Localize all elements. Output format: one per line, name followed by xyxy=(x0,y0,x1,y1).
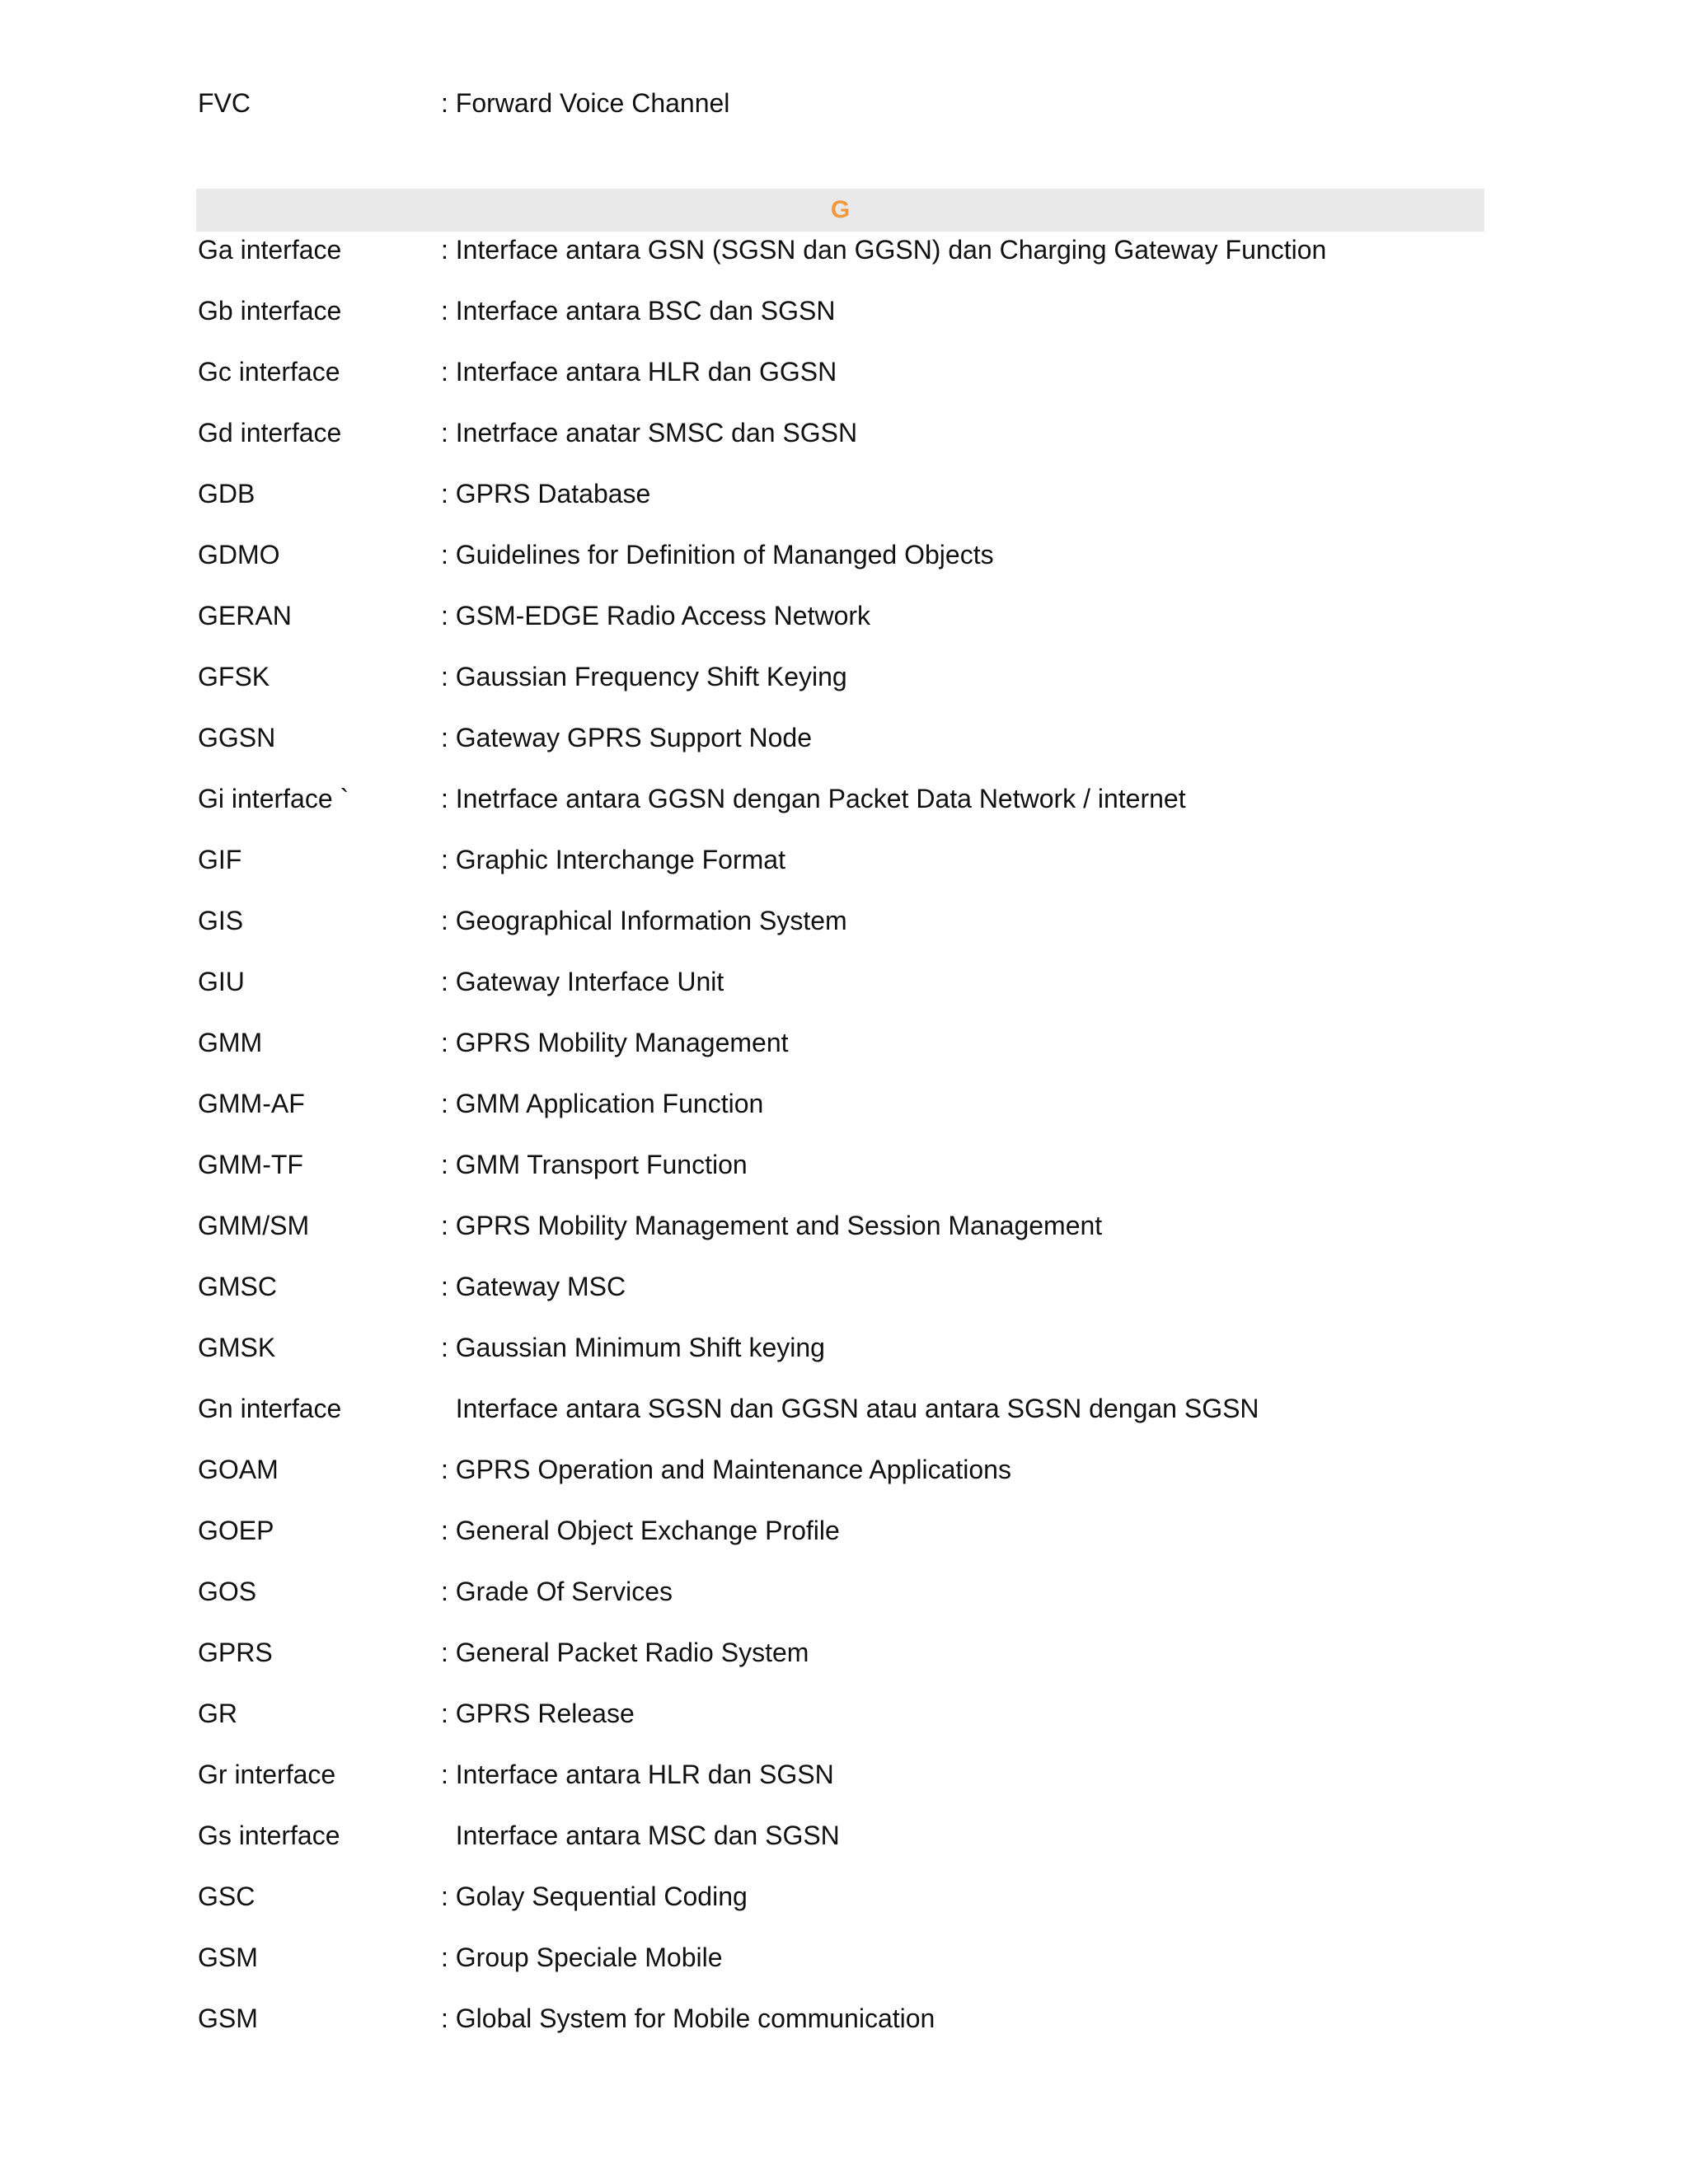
entry-term: GSM xyxy=(198,1943,258,1972)
entry-term: Gb interface xyxy=(198,296,342,326)
section-header xyxy=(196,189,1484,232)
entry-definition: : Interface antara HLR dan SGSN xyxy=(441,1760,834,1789)
entry-term: GDB xyxy=(198,479,256,509)
entry-term: GIU xyxy=(198,967,245,996)
entry-definition: : Graphic Interchange Format xyxy=(441,845,785,874)
entry-term: Gc interface xyxy=(198,357,340,387)
entry-term: GMM/SM xyxy=(198,1211,310,1240)
glossary-entry xyxy=(198,965,1484,998)
entry-term: GIS xyxy=(198,906,244,935)
entry-term: Gs interface xyxy=(198,1821,340,1850)
entry-definition: : GPRS Release xyxy=(441,1699,635,1728)
glossary-entry xyxy=(198,1758,1484,1791)
glossary-entry xyxy=(198,477,1484,510)
section-letter: G xyxy=(830,196,851,223)
entry-term: GERAN xyxy=(198,601,292,630)
entry-term: FVC xyxy=(198,88,251,118)
entry-definition: : Golay Sequential Coding xyxy=(441,1882,748,1911)
entry-definition: : Inetrface antara GGSN dengan Packet Data Network / internet xyxy=(441,784,1186,813)
glossary-entry xyxy=(198,1575,1484,1608)
entry-term: GFSK xyxy=(198,662,270,691)
entry-definition: Interface antara SGSN dan GGSN atau antara SGSN dengan SGSN xyxy=(441,1394,1259,1423)
entry-term: GGSN xyxy=(198,723,276,752)
entry-term: GOEP xyxy=(198,1516,274,1545)
glossary-entry xyxy=(198,233,1484,266)
entry-definition: : Global System for Mobile communication xyxy=(441,2004,935,2033)
entry-definition: : Gaussian Frequency Shift Keying xyxy=(441,662,847,691)
glossary-entry xyxy=(198,1941,1484,1974)
glossary-entry xyxy=(198,1514,1484,1547)
entry-definition: : GPRS Operation and Maintenance Applications xyxy=(441,1455,1011,1484)
entry-term: GMM-TF xyxy=(198,1150,303,1179)
entry-term: Gd interface xyxy=(198,418,342,448)
entry-definition: : GMM Transport Function xyxy=(441,1150,748,1179)
entry-term: GPRS xyxy=(198,1638,273,1667)
entry-term: GSC xyxy=(198,1882,256,1911)
entry-term: GOAM xyxy=(198,1455,279,1484)
glossary-entry xyxy=(198,1880,1484,1913)
glossary-entry xyxy=(198,721,1484,754)
entry-definition: : GPRS Mobility Management and Session Management xyxy=(441,1211,1103,1240)
glossary-entry xyxy=(198,1636,1484,1669)
glossary-entry xyxy=(198,1392,1484,1425)
glossary-entry xyxy=(198,355,1484,388)
glossary-entry xyxy=(198,1453,1484,1486)
entry-term: GSM xyxy=(198,2004,258,2033)
glossary-entry xyxy=(198,599,1484,632)
entry-definition: : Gateway MSC xyxy=(441,1272,626,1301)
glossary-entry xyxy=(198,904,1484,937)
glossary-entry xyxy=(198,416,1484,449)
entry-definition: : Interface antara GSN (SGSN dan GGSN) dan Charging Gateway Function xyxy=(441,235,1327,265)
entry-term: GMSK xyxy=(198,1333,276,1362)
glossary-entry xyxy=(198,782,1484,815)
entry-definition: : Geographical Information System xyxy=(441,906,847,935)
glossary-entry xyxy=(198,1209,1484,1242)
entry-definition: : Interface antara HLR dan GGSN xyxy=(441,357,837,387)
entry-definition: : General Object Exchange Profile xyxy=(441,1516,840,1545)
entry-definition: : Forward Voice Channel xyxy=(441,88,730,118)
entry-definition: : Guidelines for Definition of Mananged Objects xyxy=(441,540,994,569)
entry-term: GDMO xyxy=(198,540,280,569)
glossary-entry xyxy=(198,1148,1484,1181)
entry-definition: : GSM-EDGE Radio Access Network xyxy=(441,601,871,630)
glossary-entry xyxy=(198,1331,1484,1364)
entry-definition: : Group Speciale Mobile xyxy=(441,1943,723,1972)
glossary-entry xyxy=(198,294,1484,327)
entry-term: GR xyxy=(198,1699,237,1728)
entry-definition: : Grade Of Services xyxy=(441,1577,673,1606)
glossary-entry-fvc xyxy=(198,87,1484,120)
glossary-entry xyxy=(198,1026,1484,1059)
entry-term: GIF xyxy=(198,845,242,874)
entry-term: Gn interface xyxy=(198,1394,342,1423)
entry-definition: Interface antara MSC dan SGSN xyxy=(441,1821,840,1850)
entry-definition: : GPRS Database xyxy=(441,479,651,509)
glossary-entry xyxy=(198,538,1484,571)
entry-definition: : Gateway GPRS Support Node xyxy=(441,723,812,752)
entry-definition: : GMM Application Function xyxy=(441,1089,764,1118)
entry-term: Gi interface ` xyxy=(198,784,349,813)
entry-term: Gr interface xyxy=(198,1760,336,1789)
entry-term: GMM xyxy=(198,1028,263,1057)
glossary-entry xyxy=(198,2002,1484,2035)
entry-term: GMM-AF xyxy=(198,1089,305,1118)
entry-definition: : Interface antara BSC dan SGSN xyxy=(441,296,836,326)
entry-definition: : Inetrface anatar SMSC dan SGSN xyxy=(441,418,858,448)
entry-definition: : GPRS Mobility Management xyxy=(441,1028,789,1057)
entry-definition: : Gateway Interface Unit xyxy=(441,967,724,996)
glossary-entry xyxy=(198,843,1484,876)
glossary-entry xyxy=(198,1697,1484,1730)
entry-term: GMSC xyxy=(198,1272,277,1301)
glossary-entry xyxy=(198,1087,1484,1120)
entry-definition: : Gaussian Minimum Shift keying xyxy=(441,1333,825,1362)
glossary-entry xyxy=(198,1819,1484,1852)
glossary-entry xyxy=(198,1270,1484,1303)
entry-term: GOS xyxy=(198,1577,257,1606)
glossary-entry xyxy=(198,660,1484,693)
entry-definition: : General Packet Radio System xyxy=(441,1638,809,1667)
entry-term: Ga interface xyxy=(198,235,342,265)
